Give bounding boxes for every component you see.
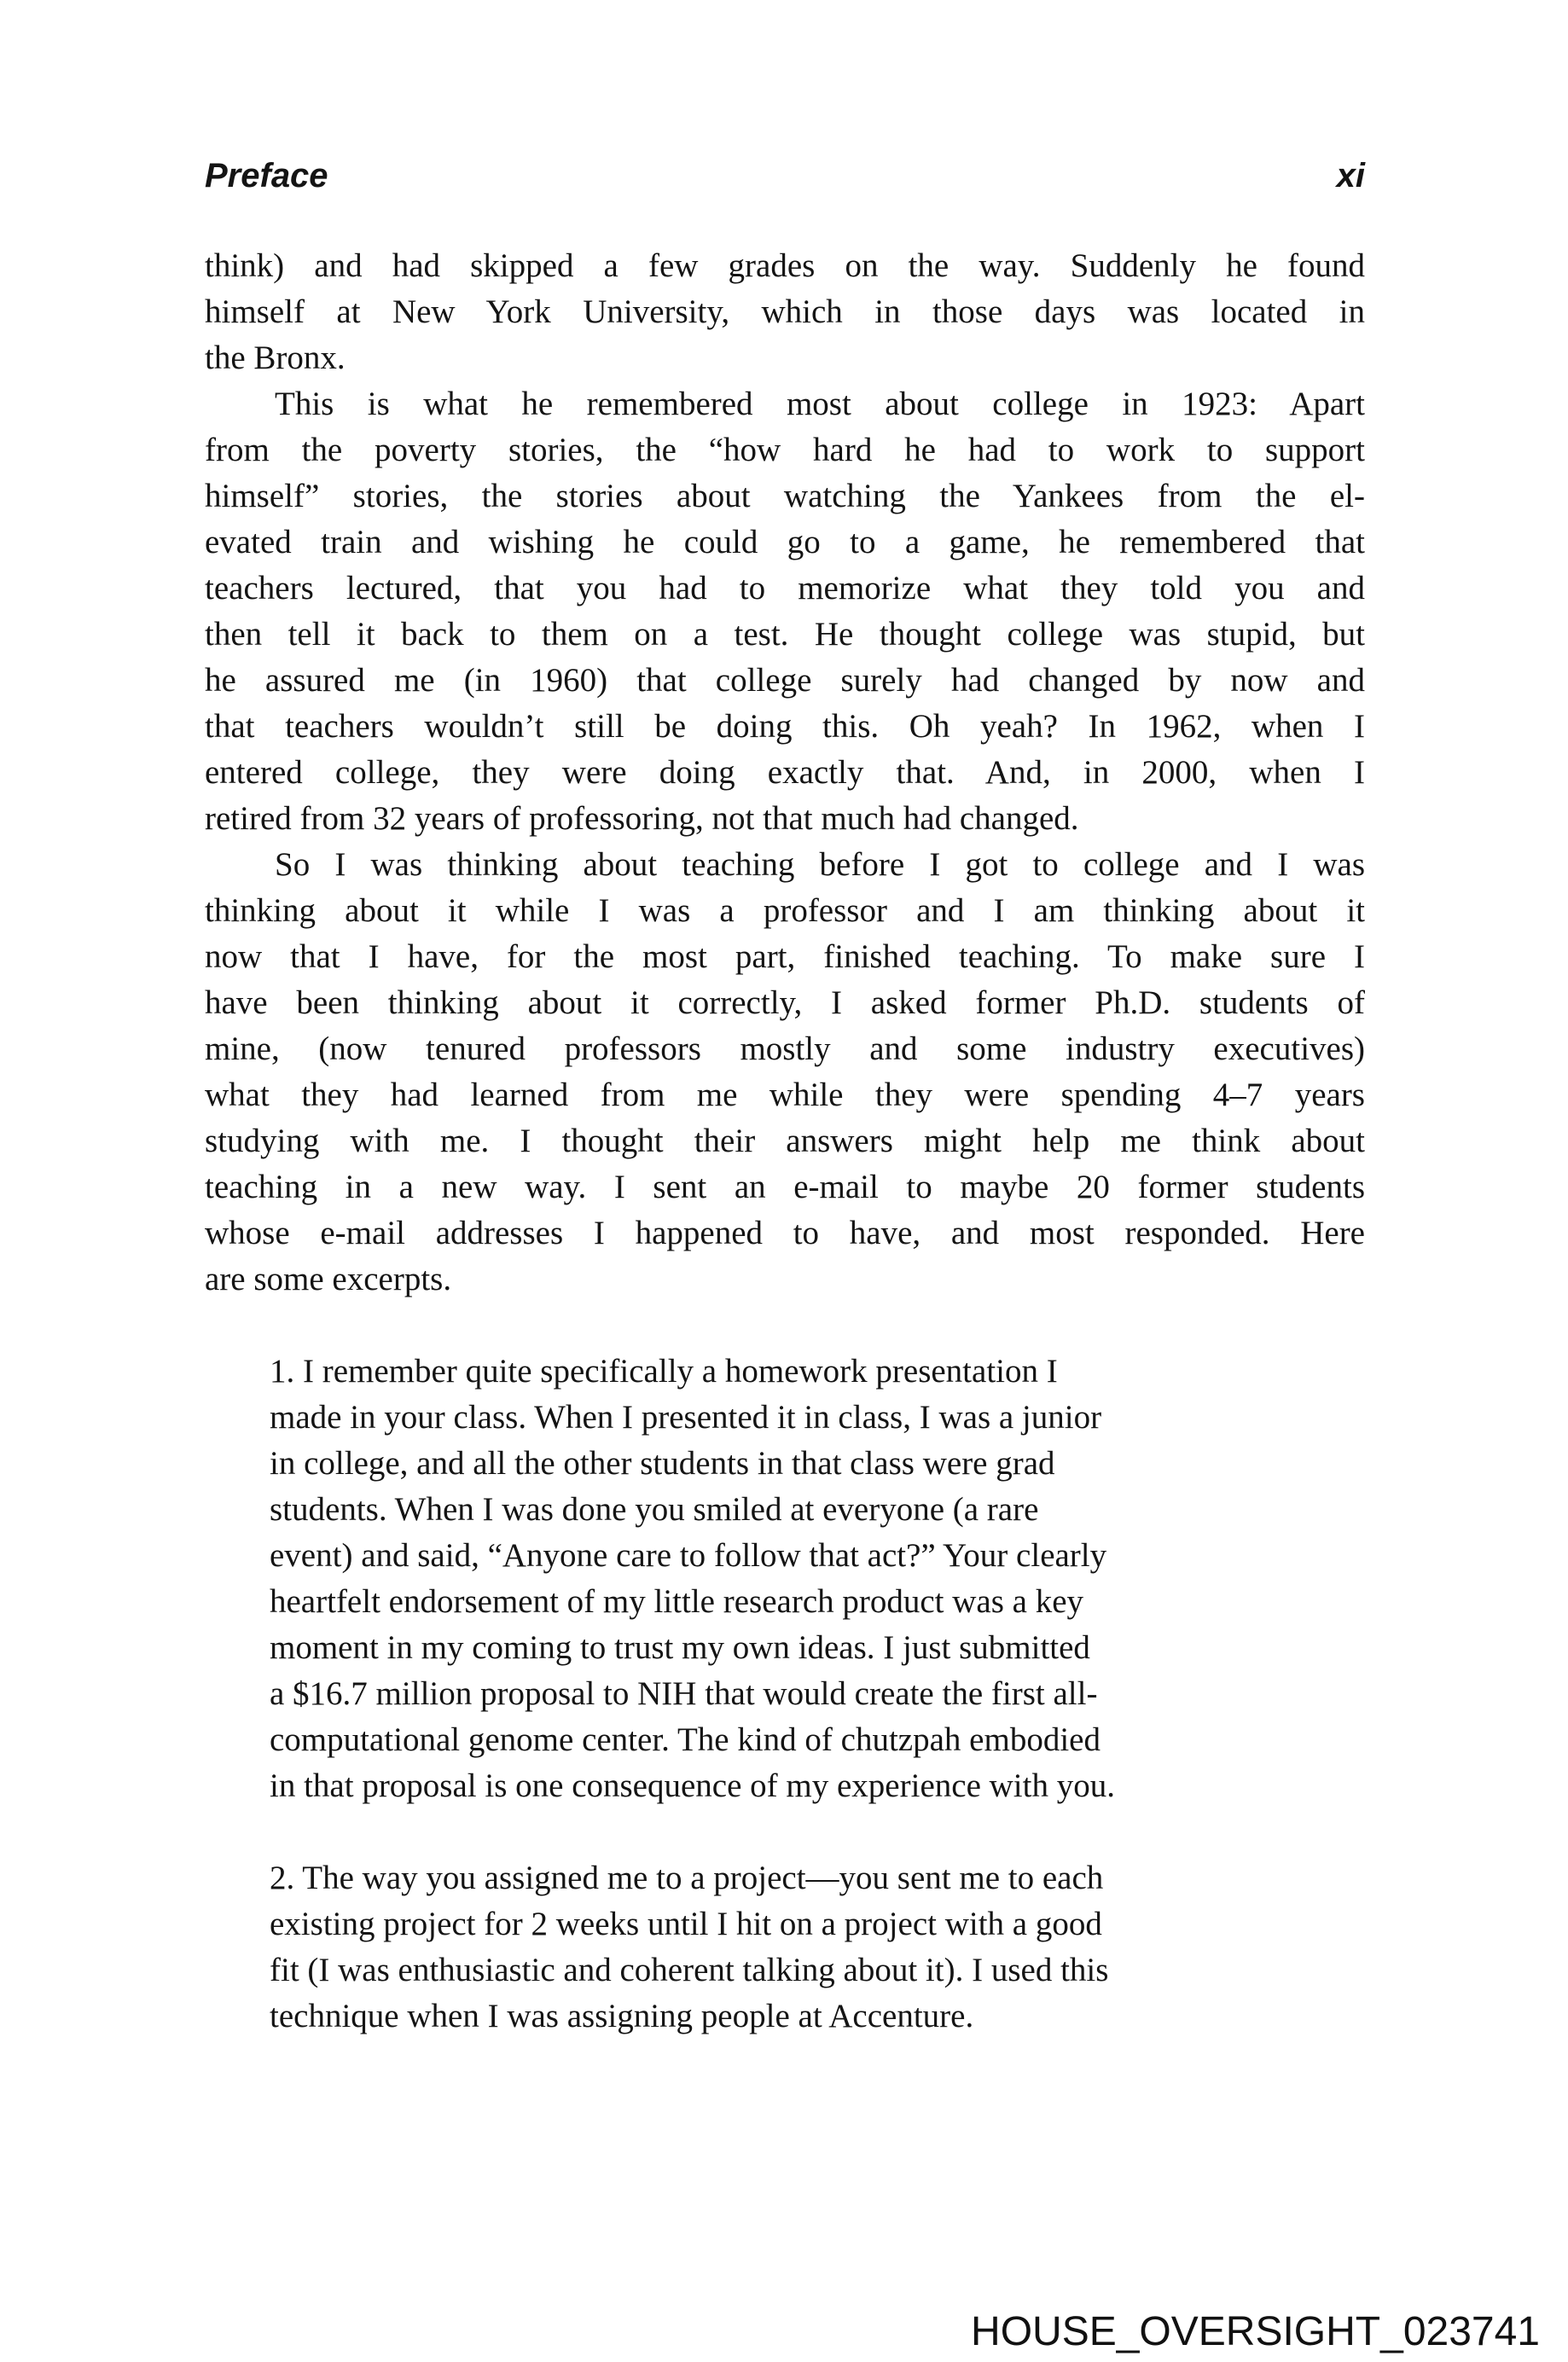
text-line: himself” stories, the stories about watching the Yankees from the el- [205,478,1365,514]
text-line: have been thinking about it correctly, I asked former Ph.D. students of [205,984,1365,1021]
excerpt-block [270,1855,1355,2040]
text-line: think) and had skipped a few grades on the way. Suddenly he found [205,247,1365,284]
text-line: technique when I was assigning people at Accenture. [270,1998,974,2034]
text-line: then tell it back to them on a test. He thought college was stupid, but [205,616,1365,653]
text-line: So I was thinking about teaching before I got to college and I was [275,846,1365,883]
text-line: made in your class. When I presented it in class, I was a junior [270,1399,1102,1436]
text-line: himself at New York University, which in those days was located in [205,293,1365,330]
text-line: heartfelt endorsement of my little research product was a key [270,1583,1084,1620]
text-line: entered college, they were doing exactly that. And, in 2000, when I [205,754,1365,791]
paragraph [205,243,1365,381]
text-line: students. When I was done you smiled at everyone (a rare [270,1491,1039,1528]
text-line: what they had learned from me while they were spending 4–7 years [205,1077,1365,1113]
paragraph [205,842,1365,1303]
text-line: that teachers wouldn’t still be doing this. Oh yeah? In 1962, when I [205,708,1365,745]
text-line: 1. I remember quite specifically a homework presentation I [270,1353,1058,1390]
text-line: computational genome center. The kind of chutzpah embodied [270,1721,1101,1758]
text-line: in college, and all the other students in that class were grad [270,1445,1055,1482]
text-line: moment in my coming to trust my own ideas. I just submitted [270,1629,1090,1666]
text-line: studying with me. I thought their answers might help me think about [205,1123,1365,1159]
text-column [205,243,1365,2040]
text-line: evated train and wishing he could go to a game, he remembered that [205,524,1365,560]
text-line: fit (I was enthusiastic and coherent talking about it). I used this [270,1952,1109,1988]
text-line: teaching in a new way. I sent an e-mail to maybe 20 former students [205,1169,1365,1205]
text-line: mine, (now tenured professors mostly and some industry executives) [205,1030,1365,1067]
bates-number: HOUSE_OVERSIGHT_023741 [971,2309,1540,2354]
text-line: he assured me (in 1960) that college surely had changed by now and [205,662,1365,699]
text-line: existing project for 2 weeks until I hit on a project with a good [270,1906,1102,1942]
text-line: are some excerpts. [205,1261,452,1297]
text-line: in that proposal is one consequence of my experience with you. [270,1767,1115,1804]
text-line: This is what he remembered most about college in 1923: Apart [275,386,1365,422]
text-line: thinking about it while I was a professor and I am thinking about it [205,892,1365,929]
text-line: a $16.7 million proposal to NIH that would create the first all- [270,1675,1098,1712]
page-number: xi [1336,157,1365,194]
text-line: event) and said, “Anyone care to follow that act?” Your clearly [270,1537,1107,1574]
running-header-title: Preface [205,157,328,194]
text-line: teachers lectured, that you had to memorize what they told you and [205,570,1365,606]
text-line: whose e-mail addresses I happened to have, and most responded. Here [205,1215,1365,1251]
text-line: the Bronx. [205,340,346,376]
text-line: from the poverty stories, the “how hard he had to work to support [205,432,1365,468]
text-line: now that I have, for the most part, finished teaching. To make sure I [205,938,1365,975]
text-line: retired from 32 years of professoring, not that much had changed. [205,800,1079,837]
paragraph [205,381,1365,842]
excerpt-block [270,1349,1355,1809]
text-line: 2. The way you assigned me to a project—you sent me to each [270,1860,1104,1896]
running-header [205,157,1365,195]
